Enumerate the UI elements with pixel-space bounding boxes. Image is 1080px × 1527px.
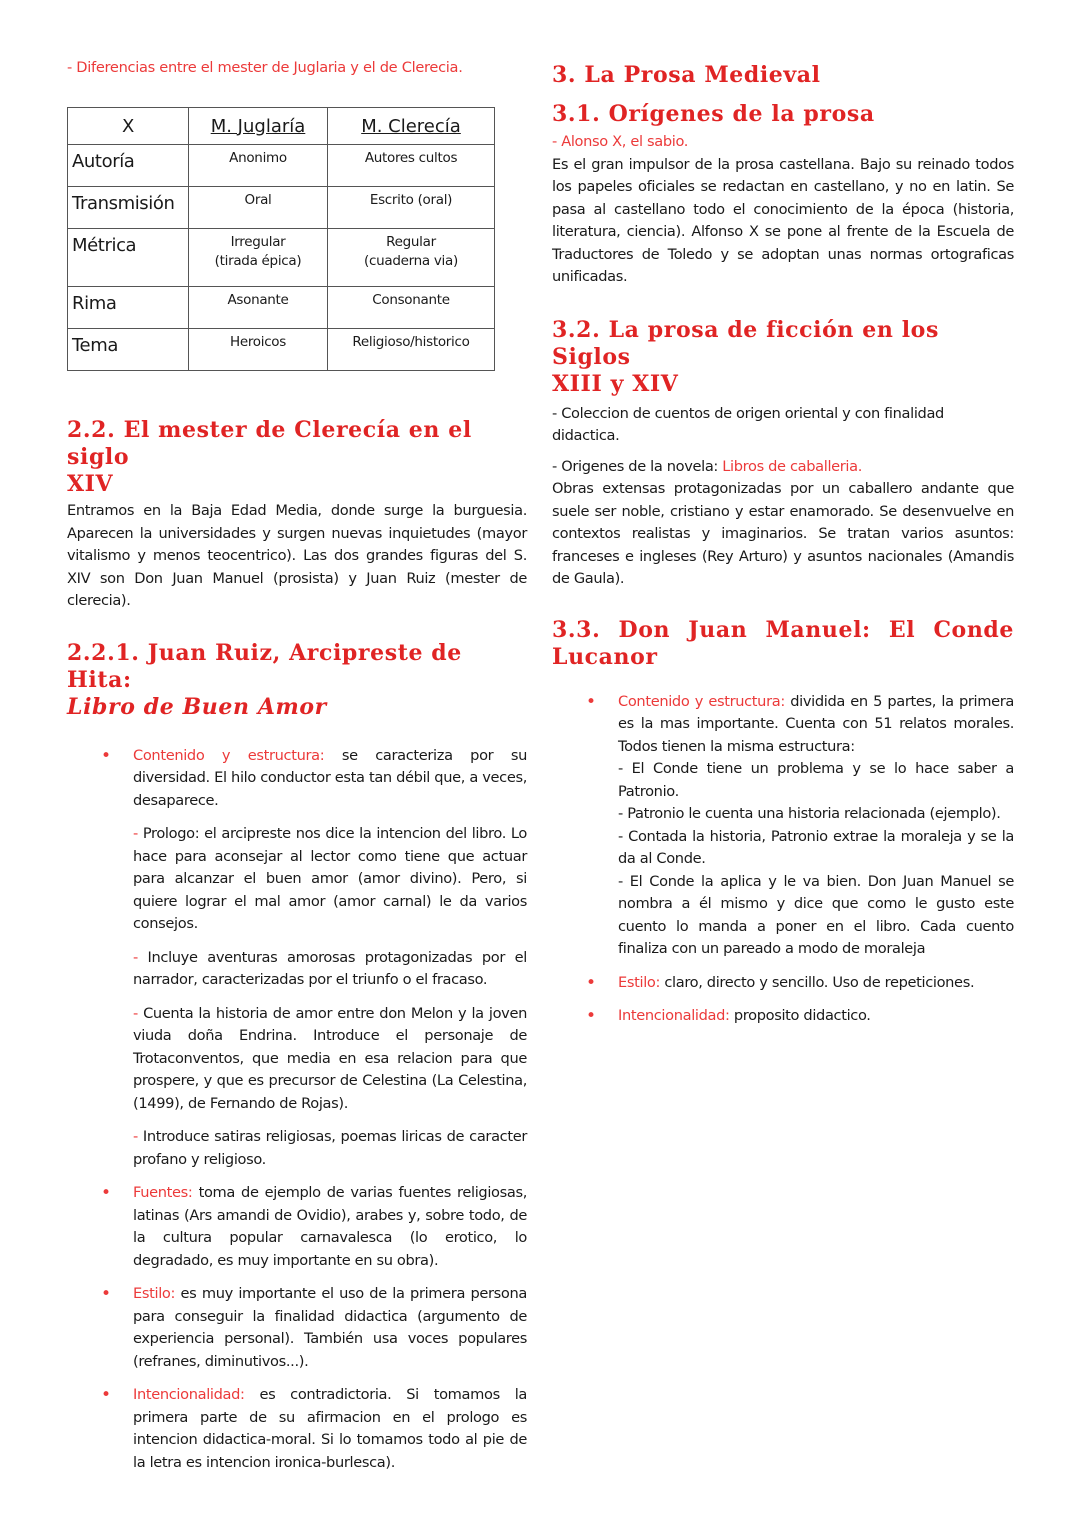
section-3-title: 3. La Prosa Medieval [552, 62, 821, 88]
section-3-2-line-2: - Origenes de la novela: Libros de caballeria. [552, 457, 863, 475]
table-row [68, 187, 495, 229]
title-line: 3.3. Don Juan Manuel: El Conde [552, 616, 1014, 643]
bullet-icon: • [101, 745, 112, 766]
title-line: 2.2.1. Juan Ruiz, Arcipreste de Hita: [67, 639, 462, 693]
structure-step: - El Conde la aplica y le va bien. Don Juan Manuel se nombra a él mismo y dice que como le gusto este cuento lo manda a poner en el libro. Cada cuento finaliza con un pareado a modo de moraleja [618, 872, 1014, 957]
cell-juglaria: Oral [189, 187, 328, 229]
sub-item: - Prologo: el arcipreste nos dice la intencion del libro. Lo hace para aconsejar al lector como tiene que actuar para alcanzar el buen amor (amor divino). Pero, si quiere lograr el mal amor (amor carnal) le da varios consejos. [133, 825, 527, 932]
book-title: Libro de Buen Amor [67, 693, 327, 720]
header-clerecia: M. Clerecía [328, 108, 495, 145]
header-juglaria: M. Juglaría [189, 108, 328, 145]
item-text: Intencionalidad: es contradictoria. Si tomamos la primera parte de su afirmacion en el prologo es intencion didactica-moral. Si lo tomamos todo al pie de la letra es intencion ironica-burlesca). [133, 1386, 527, 1471]
left-column [67, 58, 527, 1485]
cell-line: Irregular [230, 234, 286, 250]
cell-juglaria: Heroicos [189, 329, 328, 371]
item-text: Intencionalidad: proposito didactico. [618, 1007, 871, 1024]
table-row [68, 329, 495, 371]
section-3-2-line-1: - Coleccion de cuentos de origen oriental y con finalidad didactica. [552, 404, 944, 444]
item-label: Intencionalidad: [618, 1007, 730, 1024]
table-row [68, 229, 495, 287]
table-intro: - Diferencias entre el mester de Juglaria y el de Clerecia. [67, 59, 463, 76]
table-row [68, 145, 495, 187]
bullet-icon: • [101, 1284, 112, 1304]
cell-clerecia: Escrito (oral) [328, 187, 495, 229]
sub-item: - Introduce satiras religiosas, poemas liricas de caracter profano y religioso. [133, 1128, 527, 1168]
title-line: 3.2. La prosa de ficción en los Siglos [552, 316, 939, 370]
bullet-icon: • [101, 1183, 112, 1203]
libro-buen-amor-list-2 [67, 1182, 527, 1474]
item-text: Contenido y estructura: se caracteriza por su diversidad. El hilo conductor esta tan débil que, a veces, desaparece. [133, 746, 527, 809]
cell-juglaria: Anonimo [189, 145, 328, 187]
item-text: Estilo: es muy importante el uso de la primera persona para conseguir la finalidad didactica (argumento de experiencia personal). También usa voces populares (refranes, diminutivos...). [133, 1285, 527, 1370]
conde-lucanor-list [552, 691, 1014, 1028]
sub-item: - Incluye aventuras amorosas protagonizadas por el narrador, caracterizadas por el triunfo o el fracaso. [133, 948, 527, 988]
item-label: Contenido y estructura: [618, 692, 785, 710]
item-label: Fuentes: [133, 1184, 193, 1201]
item-text: Contenido y estructura: dividida en 5 partes, la primera es la mas importante. Cuenta con 51 relatos morales. Todos tienen la misma estructura: [618, 692, 1015, 755]
cell-line: Regular [386, 234, 436, 250]
cell-clerecia: Autores cultos [328, 145, 495, 187]
bullet-icon: • [586, 691, 597, 712]
list-item [67, 1283, 527, 1373]
row-label: Autoría [68, 145, 189, 187]
row-label: Rima [68, 287, 189, 329]
bullet-icon: • [586, 972, 597, 993]
cell-line: (tirada épica) [214, 253, 302, 269]
item-label: Estilo: [618, 973, 661, 991]
item-text: Estilo: claro, directo y sencillo. Uso de repeticiones. [618, 973, 975, 991]
section-2-2-title [67, 417, 527, 498]
list-item [67, 1182, 527, 1272]
list-item [552, 1005, 1014, 1028]
sub-item: - Cuenta la historia de amor entre don Melon y la joven viuda doña Endrina. Introduce el personaje de Trotaconventos, que media en esa relacion para que prospere, y que es precursor de Celestina (La Celestina, (1499), de Fernando de Rojas). [133, 1004, 527, 1112]
list-item [67, 1384, 527, 1474]
cell-clerecia: Consonante [328, 287, 495, 329]
section-2-2-body: Entramos en la Baja Edad Media, donde surge la burguesia. Aparecen la universidades y surgen nuevas inquietudes (mayor vitalismo y menos teocentrico). Las dos grandes figuras del S. XIV son Don Juan Manuel (prosista) y Juan Ruiz (mester de clerecia). [67, 502, 527, 609]
table-corner: X [68, 108, 189, 145]
title-line: XIV [67, 471, 114, 497]
table-header-row [68, 108, 495, 145]
section-3-3-title [552, 617, 1014, 644]
section-3-3-title-line-2: Lucanor [552, 643, 658, 670]
comparison-table [67, 107, 495, 371]
section-3-1-body: Es el gran impulsor de la prosa castellana. Bajo su reinado todos los papeles oficiales se redactan en castellano, y no en latin. Se pasa al castellano todo el conocimiento de la época (historia, literatura, ciencia). Alfonso X se pone al frente de la Escuela de Traductores de Toledo y se adoptan unas normas ortograficas unificadas. [552, 155, 1014, 285]
bullet-icon: • [586, 1006, 597, 1026]
list-item [67, 745, 527, 813]
cell-line: (cuaderna via) [364, 253, 458, 269]
section-3-2-title [552, 317, 1014, 398]
cell-clerecia [328, 229, 495, 287]
item-label: Contenido y estructura: [133, 746, 325, 764]
table-row [68, 287, 495, 329]
cell-juglaria [189, 229, 328, 287]
bullet-icon: • [101, 1385, 112, 1405]
item-label: Intencionalidad: [133, 1386, 245, 1403]
section-3-1-subtitle: - Alonso X, el sabio. [552, 133, 689, 150]
row-label: Métrica [68, 229, 189, 287]
list-item [552, 691, 1014, 961]
right-column [552, 62, 1014, 1039]
structure-step: - Patronio le cuenta una historia relacionada (ejemplo). [618, 805, 1001, 822]
title-line: XIII y XIV [552, 370, 679, 397]
libro-buen-amor-list [67, 745, 527, 813]
section-3-1-title: 3.1. Orígenes de la prosa [552, 101, 875, 127]
cell-clerecia: Religioso/historico [328, 329, 495, 371]
list-item [552, 972, 1014, 995]
title-line: 2.2. El mester de Clerecía en el siglo [67, 417, 472, 470]
cell-juglaria: Asonante [189, 287, 328, 329]
section-3-2-body: Obras extensas protagonizadas por un caballero andante que suele ser noble, cristiano y estar enamorado. Se desenvuelve en contextos realistas y imaginarios. Se tratan varios asuntos: franceses e ingleses (Rey Arturo) y asuntos nacionales (Amandis de Gaula). [552, 480, 1014, 587]
item-label: Estilo: [133, 1285, 176, 1302]
structure-step: - Contada la historia, Patronio extrae la moraleja y se la da al Conde. [618, 827, 1014, 867]
item-text: Fuentes: toma de ejemplo de varias fuentes religiosas, latinas (Ars amandi de Ovidio), arabes y, sobre todo, de la cultura popular carnavalesca (lo erotico, lo degradado, es muy importante en su obra). [133, 1184, 527, 1269]
structure-step: - El Conde tiene un problema y se lo hace saber a Patronio. [618, 760, 1014, 800]
row-label: Transmisión [68, 187, 189, 229]
row-label: Tema [68, 329, 189, 371]
section-2-2-1-title [67, 640, 527, 721]
